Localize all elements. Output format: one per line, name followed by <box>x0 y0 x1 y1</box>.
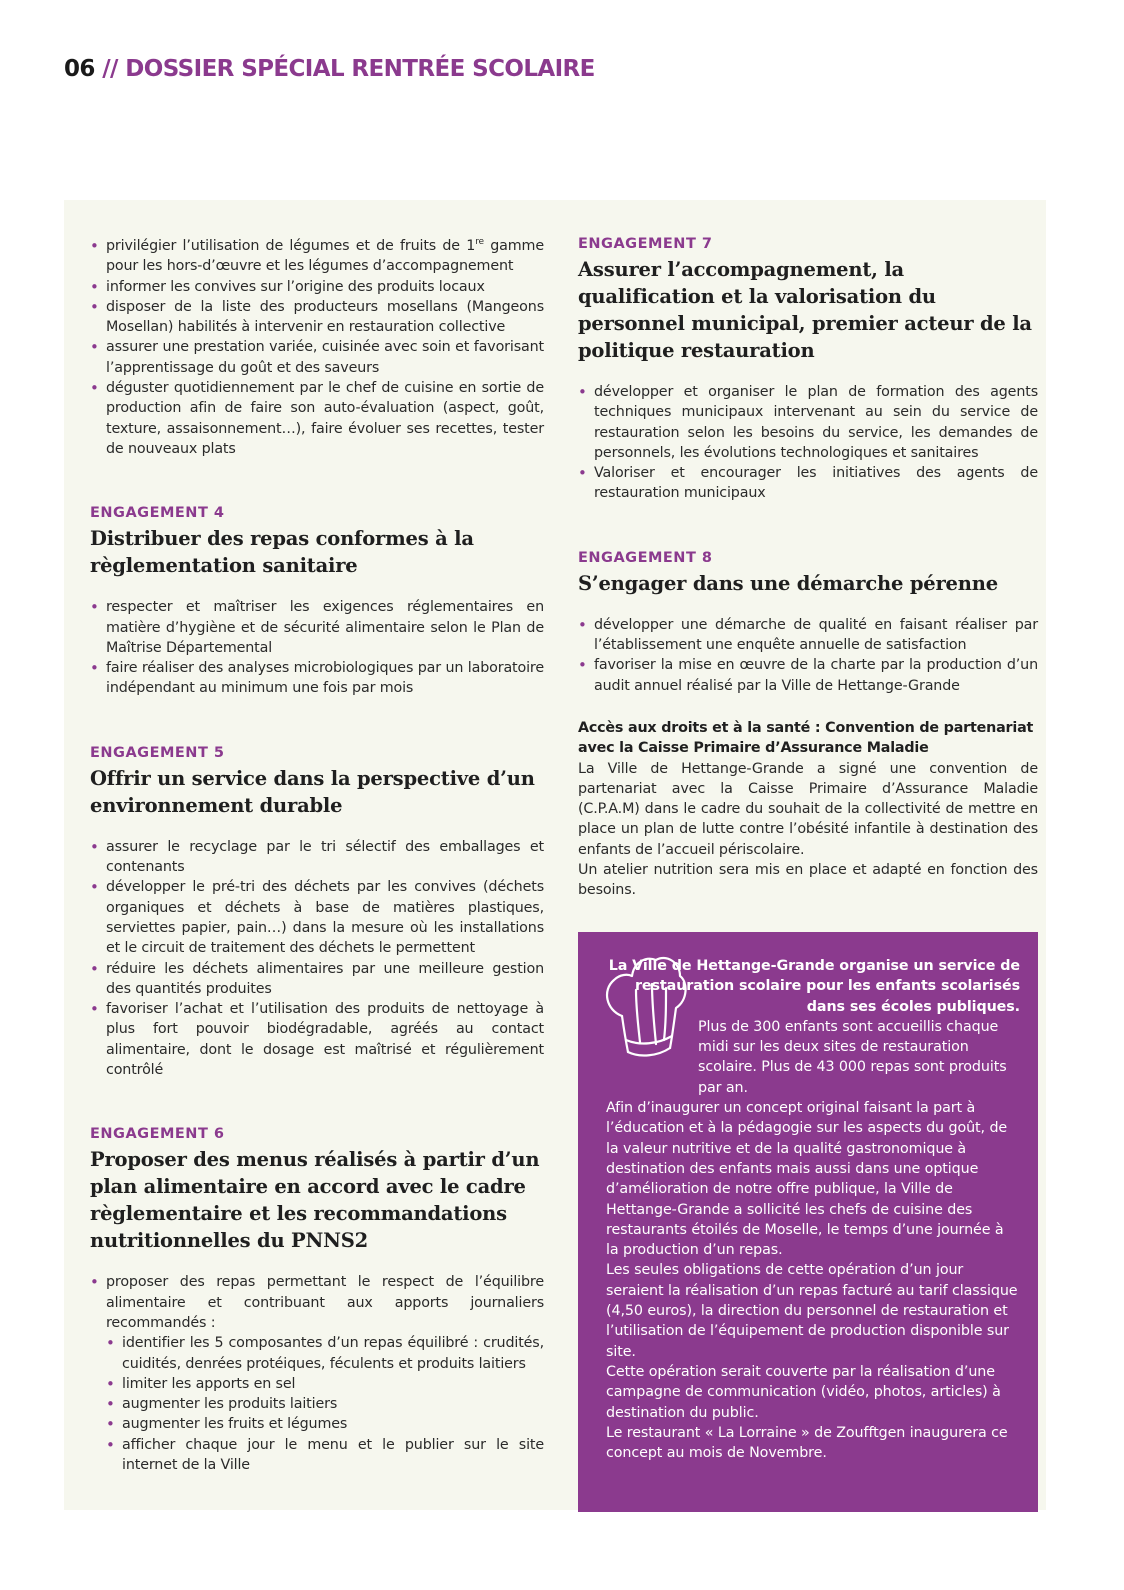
info-box-text <box>606 956 1020 1463</box>
acces-paragraph: La Ville de Hettange-Grande a signé une convention de partenariat avec la Caisse Primaire d’Assurance Maladie (C.P.A.M) dans le cadre du souhait de la collectivité de mettre en place un plan de lutte contre l’obésité infantile à destination des enfants de l’accueil périscolaire. <box>578 760 1038 858</box>
left-column <box>90 236 544 1475</box>
list-item: • informer les convives sur l’origine des produits locaux <box>90 277 544 297</box>
page-number: 06 <box>64 56 95 82</box>
list-item: • réduire les déchets alimentaires par une meilleure gestion des quantités produites <box>90 959 544 1000</box>
list-item: • assurer une prestation variée, cuisinée avec soin et favorisant l’apprentissage du goût et des saveurs <box>90 337 544 378</box>
engagement-sublist <box>90 1333 544 1475</box>
list-item: • identifier les 5 composantes d’un repas équilibré : crudités, cuidités, denrées protéiques, féculents et produits laitiers <box>106 1333 544 1374</box>
acces-paragraph: Un atelier nutrition sera mis en place et adapté en fonction des besoins. <box>578 862 1038 899</box>
list-item: • respecter et maîtriser les exigences réglementaires en matière d’hygiène et de sécurité alimentaire selon le Plan de Maîtrise Départemental <box>90 597 544 658</box>
engagement-list <box>578 382 1038 504</box>
engagement-list <box>90 1272 544 1333</box>
list-item: • disposer de la liste des producteurs mosellans (Mangeons Mosellan) habilités à intervenir en restauration collective <box>90 297 544 338</box>
list-item: • augmenter les fruits et légumes <box>106 1414 544 1434</box>
list-item: • limiter les apports en sel <box>106 1374 544 1394</box>
info-box-paragraph: Plus de 300 enfants sont accueillis chaque midi sur les deux sites de restauration scolaire. Plus de 43 000 repas sont produits par an. <box>698 1018 1007 1096</box>
list-item: • proposer des repas permettant le respect de l’équilibre alimentaire et contribuant aux apports journaliers recommandés : <box>90 1272 544 1333</box>
list-item: • assurer le recyclage par le tri sélectif des emballages et contenants <box>90 837 544 878</box>
page-header <box>64 56 595 82</box>
list-item: • augmenter les produits laitiers <box>106 1394 544 1414</box>
right-column <box>578 236 1038 901</box>
info-box-lead: La Ville de Hettange-Grande organise un service de restauration scolaire pour les enfants scolarisés dans ses écoles publiques. <box>608 958 1020 1015</box>
engagement-label: ENGAGEMENT 5 <box>90 744 225 761</box>
list-item: • favoriser la mise en œuvre de la charte par la production d’un audit annuel réalisé par la Ville de Hettange-Grande <box>578 655 1038 696</box>
engagement-list <box>578 615 1038 696</box>
engagement-title: Distribuer des repas conformes à la règlementation sanitaire <box>90 527 474 578</box>
header-separator: // <box>102 56 118 82</box>
engagement-list <box>90 597 544 698</box>
engagement-list <box>90 837 544 1081</box>
engagement-label: ENGAGEMENT 7 <box>578 236 713 252</box>
info-box-paragraph: Les seules obligations de cette opération d’un jour seraient la réalisation d’un repas facturé au tarif classique (4,50 euros), la direction du personnel de restauration et l’utilisation de l’équipement de production disponible sur site. <box>606 1262 1018 1360</box>
acces-title: Accès aux droits et à la santé : Convention de partenariat avec la Caisse Primaire d’Assurance Maladie <box>578 719 1034 757</box>
info-box-paragraph: Le restaurant « La Lorraine » de Zoufftgen inaugurera ce concept au mois de Novembre. <box>606 1424 1008 1462</box>
list-item: • développer le pré-tri des déchets par les convives (déchets organiques et déchets à base de matières plastiques, serviettes papier, pain…) dans la mesure où les installations et le circuit de traitement des déchets le permettent <box>90 877 544 958</box>
info-box-paragraph: Cette opération serait couverte par la réalisation d’une campagne de communication (vidéo, photos, articles) à destination du public. <box>606 1363 1001 1421</box>
engagement-title: Proposer des menus réalisés à partir d’un plan alimentaire en accord avec le cadre règlementaire et les recommandations nutritionnelles du PNNS2 <box>90 1148 540 1253</box>
list-item: • privilégier l’utilisation de légumes et de fruits de 1re gamme pour les hors-d’œuvre et les légumes d’accompagnement <box>90 236 544 277</box>
list-item: • faire réaliser des analyses microbiologiques par un laboratoire indépendant au minimum une fois par mois <box>90 658 544 699</box>
list-item: • afficher chaque jour le menu et le publier sur le site internet de la Ville <box>106 1435 544 1476</box>
engagement-title: S’engager dans une démarche pérenne <box>578 571 998 595</box>
engagement-title: Assurer l’accompagnement, la qualification et la valorisation du personnel municipal, premier acteur de la politique restauration <box>578 258 1032 362</box>
info-box <box>578 932 1038 1512</box>
engagement-label: ENGAGEMENT 4 <box>90 505 225 522</box>
engagement-title: Offrir un service dans la perspective d’un environnement durable <box>90 766 535 817</box>
list-item: • déguster quotidiennement par le chef de cuisine en sortie de production afin de faire son auto-évaluation (aspect, goût, texture, assaisonnement…), faire évoluer ses recettes, tester de nouveaux plats <box>90 378 544 459</box>
list-item: • favoriser l’achat et l’utilisation des produits de nettoyage à plus fort pouvoir biodégradable, agréés au contact alimentaire, dont le dosage est maîtrisé et régulièrement contrôlé <box>90 999 544 1080</box>
list-item: • développer et organiser le plan de formation des agents techniques municipaux intervenant au sein du service de restauration selon les besoins du service, les demandes de personnels, les évolutions technologiques et sanitaires <box>578 382 1038 463</box>
engagement-label: ENGAGEMENT 6 <box>90 1126 225 1143</box>
info-box-paragraph: Afin d’inaugurer un concept original faisant la part à l’éducation et à la pédagogie sur les aspects du goût, de la valeur nutritive et de la qualité gastronomique à destination des enfants mais aussi dans une optique d’amélioration de notre offre publique, la Ville de Hettange-Grande a sollicité les chefs de cuisine des restaurants étoilés de Moselle, le temps d’une journée à la production d’un repas. <box>606 1100 1008 1259</box>
intro-list <box>90 236 544 459</box>
section-title: DOSSIER SPÉCIAL RENTRÉE SCOLAIRE <box>125 56 595 82</box>
list-item: • Valoriser et encourager les initiatives des agents de restauration municipaux <box>578 463 1038 504</box>
list-item: • développer une démarche de qualité en faisant réaliser par l’établissement une enquête annuelle de satisfaction <box>578 615 1038 656</box>
engagement-label: ENGAGEMENT 8 <box>578 549 713 566</box>
